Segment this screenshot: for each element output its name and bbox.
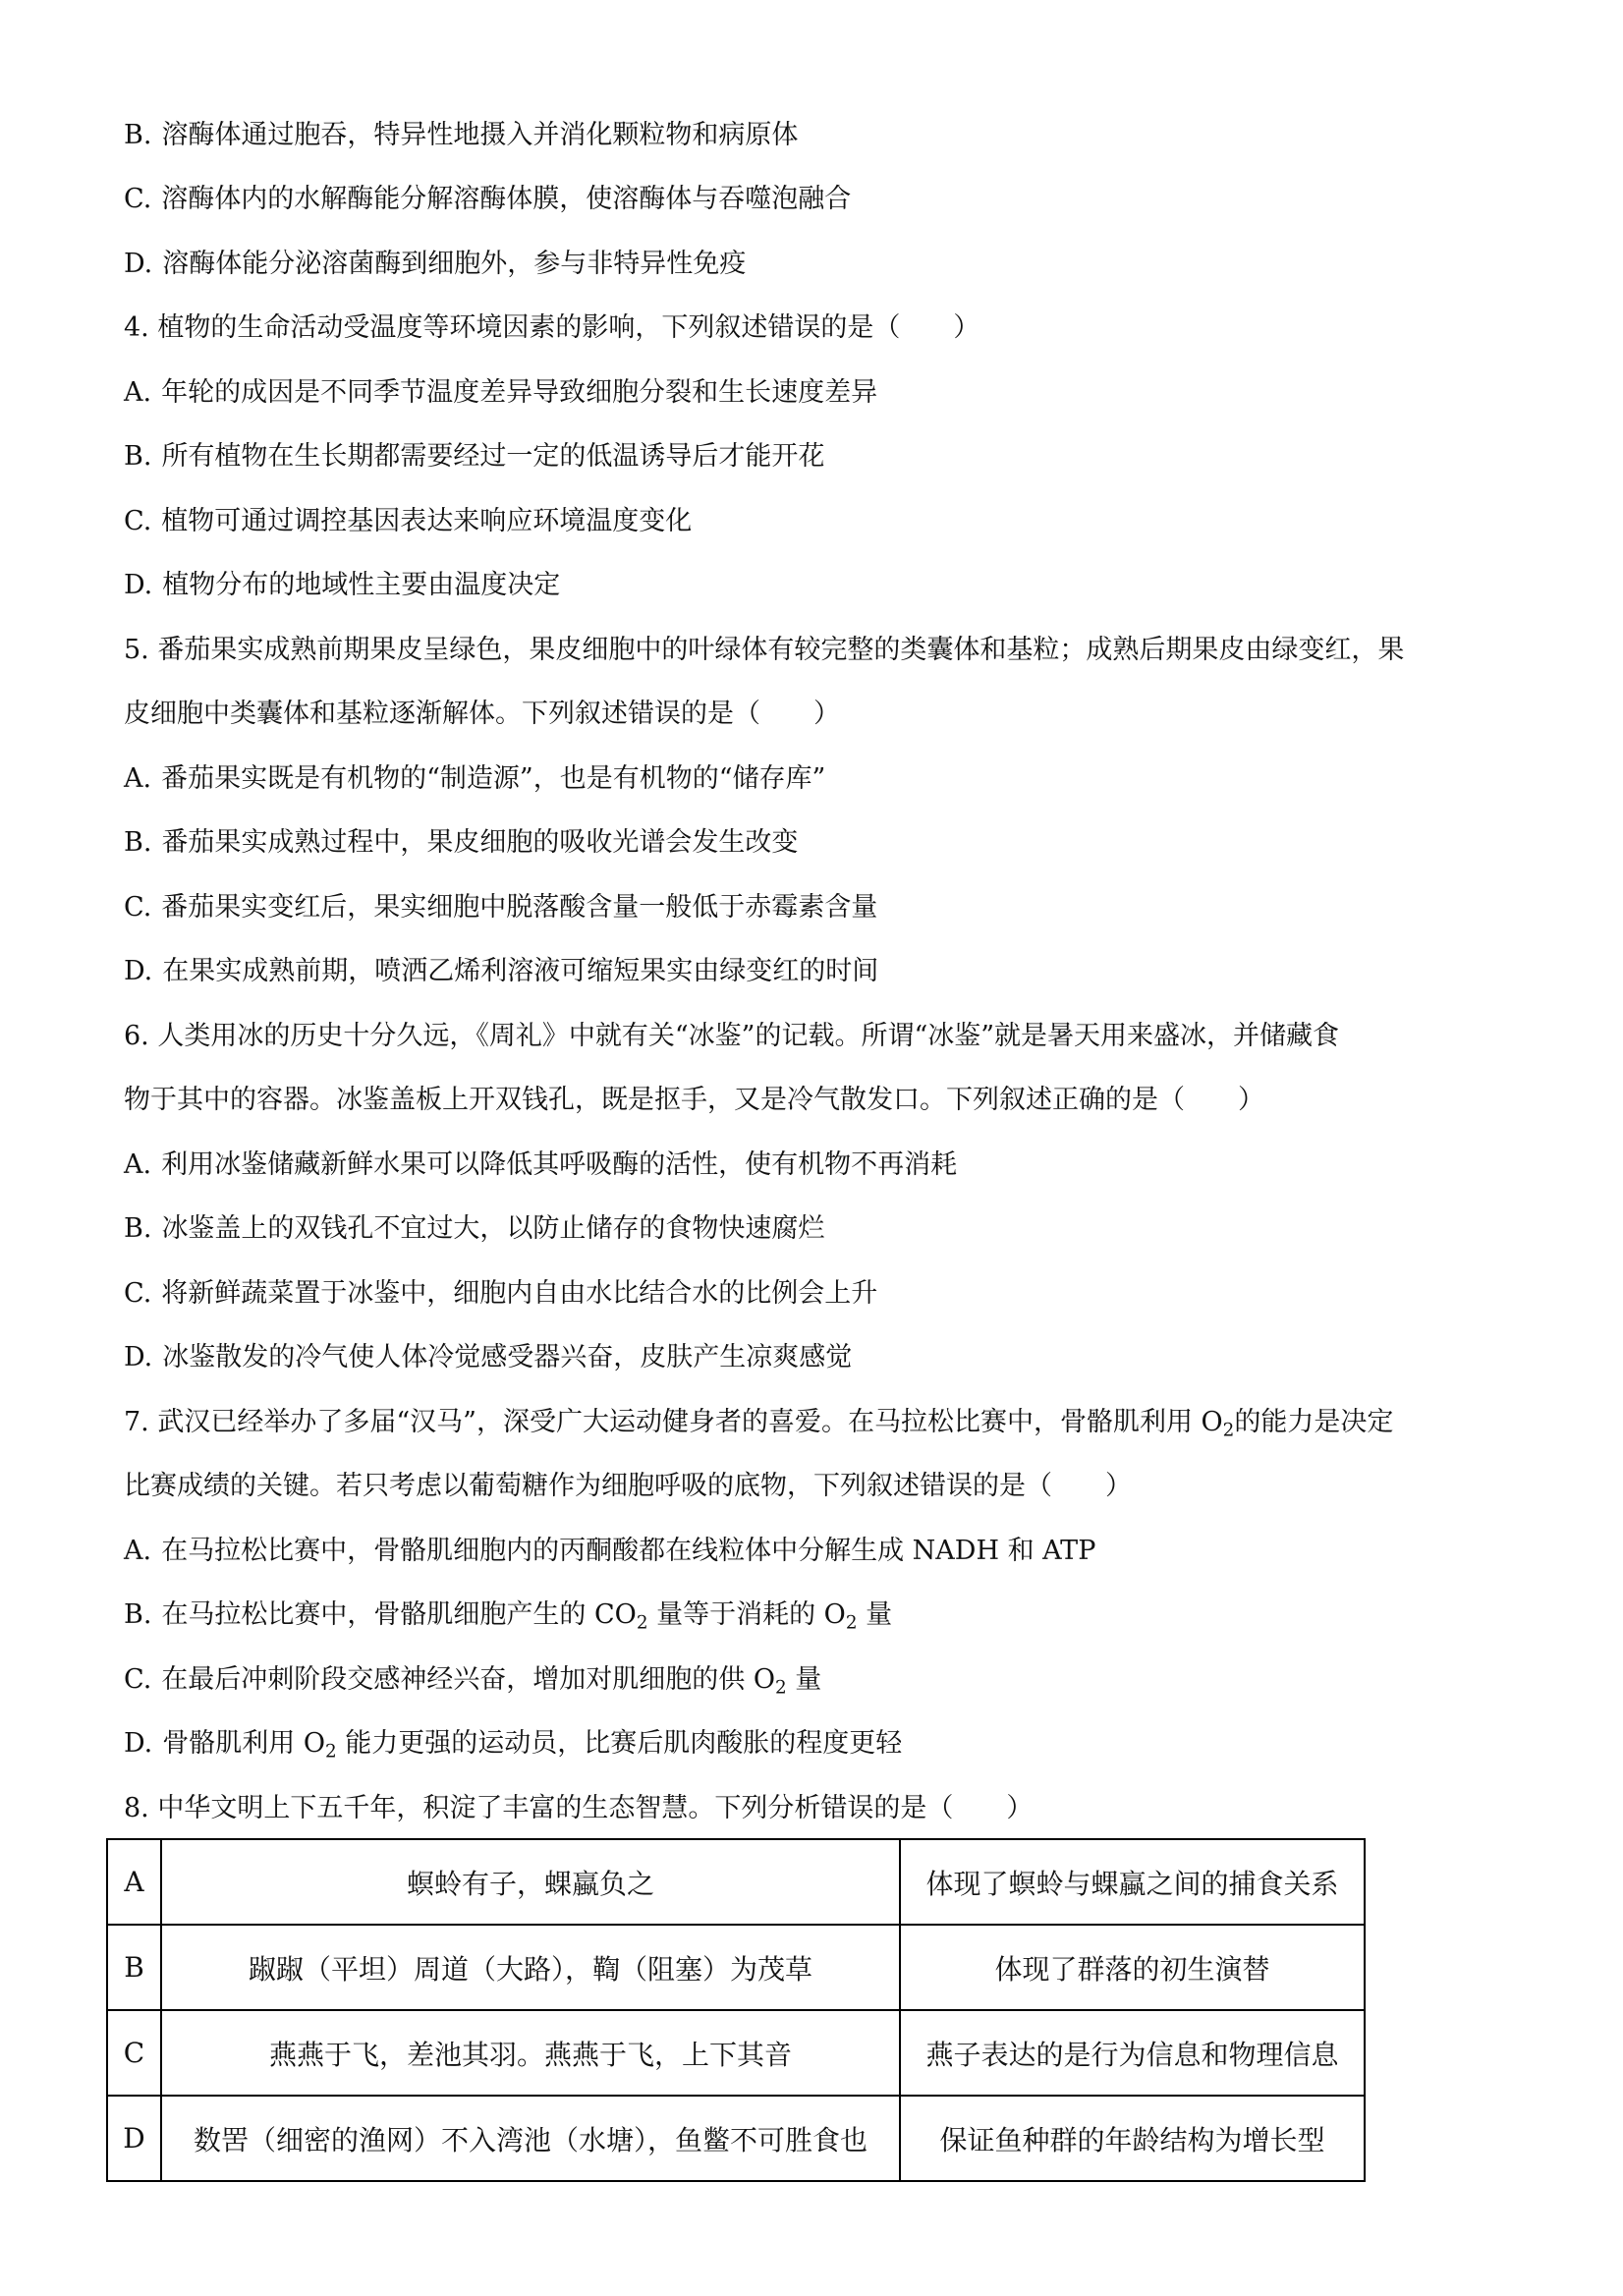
table-row bbox=[107, 2010, 1365, 2096]
row-analysis: 燕子表达的是行为信息和物理信息 bbox=[900, 2010, 1365, 2096]
option-text: 在果实成熟前期，喷洒乙烯利溶液可缩短果实由绿变红的时间 bbox=[162, 956, 879, 986]
table-row bbox=[107, 1839, 1365, 1925]
row-letter: B bbox=[107, 1925, 161, 2010]
q5-stem-line1: 5. 番茄果实成熟前期果皮呈绿色，果皮细胞中的叶绿体有较完整的类囊体和基粒；成熟后期果皮由绿变红，果 bbox=[124, 635, 1405, 665]
q7-option-c bbox=[124, 1660, 1519, 1700]
option-text: 利用冰鉴储藏新鲜水果可以降低其呼吸酶的活性，使有机物不再消耗 bbox=[161, 1149, 958, 1180]
option-text: 番茄果实成熟过程中，果皮细胞的吸收光谱会发生改变 bbox=[161, 827, 799, 858]
q5-option-a bbox=[124, 759, 1519, 799]
option-letter: B. bbox=[124, 827, 152, 858]
row-quote: 踧踧（平坦）周道（大路），鞫（阻塞）为茂草 bbox=[161, 1925, 900, 2010]
q4-option-c bbox=[124, 502, 1519, 541]
option-text: 在马拉松比赛中，骨骼肌细胞产生的 CO bbox=[161, 1599, 637, 1630]
q5-option-c bbox=[124, 888, 1519, 927]
q4-option-a bbox=[124, 373, 1519, 413]
option-letter: B. bbox=[124, 1213, 152, 1244]
option-letter: C. bbox=[124, 1664, 152, 1695]
row-quote: 数罟（细密的渔网）不入湾池（水塘），鱼鳖不可胜食也 bbox=[161, 2096, 900, 2181]
q7-option-b bbox=[124, 1596, 1519, 1635]
row-analysis: 体现了螟蛉与蜾蠃之间的捕食关系 bbox=[900, 1839, 1365, 1925]
option-letter: C. bbox=[124, 506, 152, 536]
option-letter: B. bbox=[124, 120, 152, 150]
q3-option-b bbox=[124, 116, 1519, 155]
row-quote: 燕燕于飞，差池其羽。燕燕于飞，上下其音 bbox=[161, 2010, 900, 2096]
q7-option-d bbox=[124, 1724, 1519, 1764]
q6-stem-line2: 物于其中的容器。冰鉴盖板上开双钱孔，既是抠手，又是冷气散发口。下列叙述正确的是（ ） bbox=[124, 1085, 1264, 1115]
q6-option-a bbox=[124, 1146, 1519, 1185]
option-letter: D. bbox=[124, 1342, 153, 1372]
q4-option-b bbox=[124, 437, 1519, 476]
q5-option-b bbox=[124, 823, 1519, 863]
q7-option-a bbox=[124, 1532, 1519, 1571]
row-quote: 螟蛉有子，蜾蠃负之 bbox=[161, 1839, 900, 1925]
option-text: 将新鲜蔬菜置于冰鉴中，细胞内自由水比结合水的比例会上升 bbox=[161, 1278, 878, 1309]
table-row bbox=[107, 1925, 1365, 2010]
row-letter: C bbox=[107, 2010, 161, 2096]
q6-option-c bbox=[124, 1274, 1519, 1314]
option-letter: C. bbox=[124, 892, 152, 923]
option-text: 植物分布的地域性主要由温度决定 bbox=[162, 570, 561, 600]
q7-stem-line2: 比赛成绩的关键。若只考虑以葡萄糖作为细胞呼吸的底物，下列叙述错误的是（ ） bbox=[124, 1471, 1132, 1501]
q3-option-c bbox=[124, 180, 1519, 219]
option-letter: C. bbox=[124, 1278, 152, 1309]
option-letter: D. bbox=[124, 1728, 153, 1759]
q5-option-d bbox=[124, 952, 1519, 991]
option-text: 量 bbox=[857, 1599, 893, 1630]
row-letter: A bbox=[107, 1839, 161, 1925]
q7-stem-line1 bbox=[124, 1403, 1519, 1442]
option-text: 能力更强的运动员，比赛后肌肉酸胀的程度更轻 bbox=[336, 1728, 903, 1759]
option-text: 骨骼肌利用 O bbox=[162, 1728, 325, 1759]
option-text: 溶酶体内的水解酶能分解溶酶体膜，使溶酶体与吞噬泡融合 bbox=[161, 184, 852, 214]
option-letter: A. bbox=[124, 1149, 152, 1180]
option-letter: B. bbox=[124, 441, 152, 472]
option-text: 溶酶体能分泌溶菌酶到细胞外，参与非特异性免疫 bbox=[162, 249, 747, 279]
option-text: 在最后冲刺阶段交感神经兴奋，增加对肌细胞的供 O bbox=[161, 1664, 775, 1695]
row-analysis: 体现了群落的初生演替 bbox=[900, 1925, 1365, 2010]
option-text: 溶酶体通过胞吞，特异性地摄入并消化颗粒物和病原体 bbox=[161, 120, 799, 150]
option-text: 所有植物在生长期都需要经过一定的低温诱导后才能开花 bbox=[161, 441, 825, 472]
option-letter: D. bbox=[124, 956, 153, 986]
subscript: 2 bbox=[636, 1612, 648, 1634]
option-letter: D. bbox=[124, 249, 153, 279]
option-text: 在马拉松比赛中，骨骼肌细胞内的丙酮酸都在线粒体中分解生成 NADH 和 ATP bbox=[161, 1536, 1096, 1566]
stem-text: 的能力是决定 bbox=[1234, 1407, 1394, 1437]
option-text: 年轮的成因是不同季节温度差异导致细胞分裂和生长速度差异 bbox=[161, 377, 878, 408]
q8-stem: 8. 中华文明上下五千年，积淀了丰富的生态智慧。下列分析错误的是（ ） bbox=[124, 1793, 1034, 1823]
subscript: 2 bbox=[845, 1612, 858, 1634]
option-text: 植物可通过调控基因表达来响应环境温度变化 bbox=[161, 506, 693, 536]
row-letter: D bbox=[107, 2096, 161, 2181]
subscript: 2 bbox=[1222, 1420, 1235, 1441]
option-letter: A. bbox=[124, 377, 152, 408]
option-letter: A. bbox=[124, 1536, 152, 1566]
option-letter: C. bbox=[124, 184, 152, 214]
option-letter: B. bbox=[124, 1599, 152, 1630]
table-row bbox=[107, 2096, 1365, 2181]
option-text: 量 bbox=[786, 1664, 822, 1695]
option-text: 番茄果实既是有机物的“制造源”，也是有机物的“储存库” bbox=[161, 763, 826, 794]
option-text: 量等于消耗的 O bbox=[647, 1599, 846, 1630]
subscript: 2 bbox=[325, 1741, 337, 1763]
subscript: 2 bbox=[775, 1677, 787, 1699]
q8-table bbox=[106, 1838, 1366, 2182]
q5-stem-line2: 皮细胞中类囊体和基粒逐渐解体。下列叙述错误的是（ ） bbox=[124, 699, 840, 729]
q4-stem: 4. 植物的生命活动受温度等环境因素的影响，下列叙述错误的是（ ） bbox=[124, 312, 980, 343]
stem-text: 7. 武汉已经举办了多届“汉马”，深受广大运动健身者的喜爱。在马拉松比赛中，骨骼肌利用 O bbox=[124, 1407, 1223, 1437]
option-text: 番茄果实变红后，果实细胞中脱落酸含量一般低于赤霉素含量 bbox=[161, 892, 878, 923]
option-text: 冰鉴盖上的双钱孔不宜过大，以防止储存的食物快速腐烂 bbox=[161, 1213, 825, 1244]
option-letter: D. bbox=[124, 570, 153, 600]
q4-option-d bbox=[124, 566, 1519, 605]
option-text: 冰鉴散发的冷气使人体冷觉感受器兴奋，皮肤产生凉爽感觉 bbox=[162, 1342, 853, 1372]
q3-option-d bbox=[124, 245, 1519, 284]
q6-option-d bbox=[124, 1338, 1519, 1377]
option-letter: A. bbox=[124, 763, 152, 794]
q6-stem-line1: 6. 人类用冰的历史十分久远，《周礼》中就有关“冰鉴”的记载。所谓“冰鉴”就是暑天用来盛冰，并储藏食 bbox=[124, 1021, 1340, 1051]
row-analysis: 保证鱼种群的年龄结构为增长型 bbox=[900, 2096, 1365, 2181]
q6-option-b bbox=[124, 1209, 1519, 1249]
